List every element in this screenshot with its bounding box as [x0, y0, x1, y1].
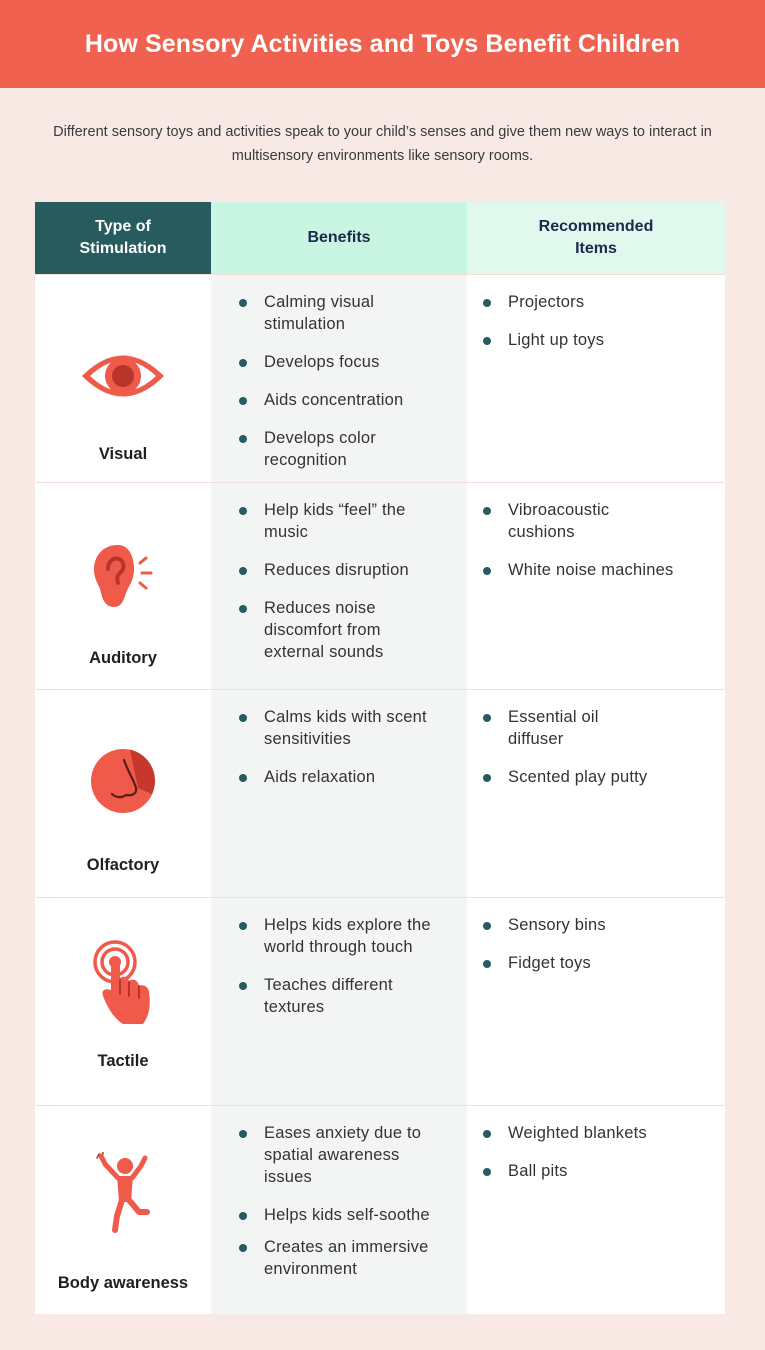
list-item: Aids relaxation	[239, 766, 447, 788]
list-item: Aids concentration	[239, 389, 447, 411]
items-cell	[467, 1106, 725, 1314]
items-cell	[467, 898, 725, 1105]
type-label: Auditory	[89, 649, 157, 667]
list-item: Develops color recognition	[239, 427, 447, 471]
list-item: Reduces disruption	[239, 559, 447, 581]
items-list	[467, 1106, 725, 1182]
benefits-list	[211, 275, 467, 471]
jumping-person-icon	[95, 1152, 151, 1234]
type-cell	[35, 898, 211, 1105]
table-header-row	[35, 202, 725, 274]
list-item: Weighted blankets	[483, 1122, 705, 1144]
touch-hand-icon	[93, 940, 153, 1028]
type-label: Tactile	[97, 1052, 149, 1070]
list-item: Teaches different textures	[239, 974, 424, 1018]
benefits-cell	[211, 690, 467, 897]
type-label: Visual	[98, 445, 148, 463]
benefits-list	[211, 483, 467, 663]
page-title: How Sensory Activities and Toys Benefit Children	[84, 29, 681, 58]
benefits-cell	[211, 275, 467, 482]
list-item: Sensory bins	[483, 914, 705, 936]
benefits-list	[211, 1106, 467, 1280]
items-list	[467, 898, 725, 974]
list-item: Reduces noise discomfort from external sounds	[239, 597, 424, 663]
table-row	[35, 274, 725, 482]
items-list	[467, 690, 725, 788]
benefits-cell	[211, 898, 467, 1105]
header-benefits	[211, 202, 467, 274]
benefits-cell	[211, 1106, 467, 1314]
header-items	[467, 202, 725, 274]
header-items-label: Recommended Items	[538, 218, 654, 257]
sensory-table	[35, 202, 725, 1314]
list-item: Ball pits	[483, 1160, 705, 1182]
table-row	[35, 482, 725, 689]
type-cell	[35, 483, 211, 689]
header-banner	[0, 0, 765, 88]
list-item: Calming visual stimulation	[239, 291, 447, 335]
list-item: Light up toys	[483, 329, 705, 351]
header-type-label: Type of Stimulation	[79, 218, 167, 257]
ear-icon	[88, 541, 158, 611]
list-item: Projectors	[483, 291, 705, 313]
intro-text: Different sensory toys and activities speak to your child’s senses and give them new ways to interact in multisensory environments like sensory rooms.	[53, 124, 712, 164]
table-row	[35, 897, 725, 1105]
list-item: Calms kids with scent sensitivities	[239, 706, 447, 750]
items-cell	[467, 690, 725, 897]
list-item: Creates an immersive environment	[239, 1236, 454, 1280]
list-item: Helps kids self-soothe	[239, 1204, 447, 1226]
list-item: Fidget toys	[483, 952, 705, 974]
type-label: Olfactory	[86, 856, 160, 874]
benefits-list	[211, 690, 467, 788]
table-row	[35, 1105, 725, 1314]
list-item: White noise machines	[483, 559, 705, 581]
list-item: Essential oil diffuser	[483, 706, 638, 750]
list-item: Eases anxiety due to spatial awareness issues	[239, 1122, 444, 1188]
items-list	[467, 483, 725, 581]
benefits-list	[211, 898, 467, 1018]
type-cell	[35, 690, 211, 897]
list-item: Develops focus	[239, 351, 447, 373]
items-cell	[467, 483, 725, 689]
list-item: Helps kids explore the world through touch	[239, 914, 434, 958]
eye-icon	[80, 347, 166, 405]
type-label: Body awareness	[57, 1274, 189, 1292]
list-item: Help kids “feel” the music	[239, 499, 414, 543]
items-list	[467, 275, 725, 351]
type-cell	[35, 275, 211, 482]
benefits-cell	[211, 483, 467, 689]
nose-icon	[90, 748, 156, 814]
table-row	[35, 689, 725, 897]
items-cell	[467, 275, 725, 482]
list-item: Vibroacoustic cushions	[483, 499, 648, 543]
type-cell	[35, 1106, 211, 1314]
list-item: Scented play putty	[483, 766, 705, 788]
header-type	[35, 202, 211, 274]
header-benefits-label: Benefits	[307, 229, 371, 246]
